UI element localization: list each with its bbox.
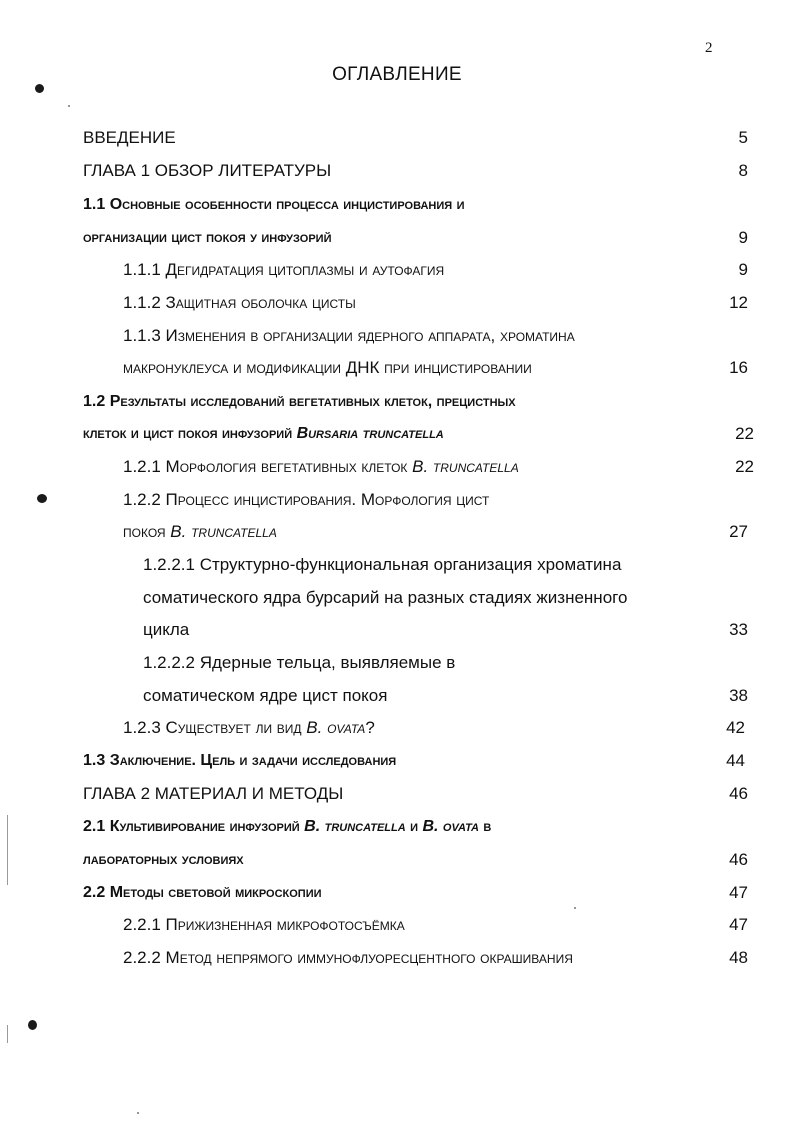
toc-entry-text: организации цист покоя у инфузорий [83, 229, 332, 246]
scan-edge-line [7, 1025, 8, 1043]
toc-entry-species: Bursaria truncatella [296, 425, 444, 442]
toc-entry-text-part: 1.2.1 Морфология вегетативных клеток [123, 457, 413, 476]
toc-entry-text-part: клеток и цист покоя инфузорий [83, 425, 297, 442]
toc-entry-text: ГЛАВА 1 ОБЗОР ЛИТЕРАТУРЫ [83, 161, 332, 180]
toc-entry-page: 47 [729, 883, 748, 902]
toc-entry-text: 1.2 Результаты исследований вегетативных клеток, прецистных [83, 393, 516, 410]
toc-entry-species: B. ovata [422, 818, 479, 835]
toc-entry-text: 2.2 Методы световой микроскопии [83, 884, 322, 901]
toc-entry-species: B. truncatella [412, 457, 519, 476]
toc-entry-page: 12 [729, 293, 748, 312]
toc-entry-page: 47 [729, 915, 748, 934]
toc-entry-text-part: ? [365, 718, 375, 737]
toc-entry-text: 1.1.2 Защитная оболочка цисты [123, 293, 356, 312]
toc-entry-page: 38 [729, 686, 748, 705]
toc-entry-page: 16 [729, 358, 748, 377]
toc-entry-species: B. truncatella [170, 522, 277, 541]
toc-entry-page: 44 [726, 751, 745, 770]
page-title: ОГЛАВЛЕНИЕ [332, 64, 462, 85]
toc-entry-page: 5 [738, 128, 748, 147]
scan-speck [574, 907, 576, 909]
toc-entry-text [123, 521, 277, 543]
toc-entry-text: соматического ядра бурсарий на разных стадиях жизненного [143, 588, 628, 607]
scan-hole-mark [35, 84, 44, 93]
page-number: 2 [705, 40, 713, 56]
toc-entry-text-part: 1.2.3 Существует ли вид [123, 718, 307, 737]
toc-entry-text: 1.1 Основные особенности процесса инцистирования и [83, 196, 465, 213]
toc-entry-text: 1.2.2 Процесс инцистирования. Морфология цист [123, 490, 490, 509]
scan-hole-mark [37, 494, 47, 503]
toc-entry-text: 1.2.2.2 Ядерные тельца, выявляемые в [143, 653, 456, 672]
toc-entry-text: лабораторных условиях [83, 851, 244, 868]
toc-entry-page: 42 [726, 718, 745, 737]
toc-entry-text [83, 423, 444, 445]
toc-entry-text-part: покоя [123, 522, 171, 541]
toc-entry-text: 2.2.2 Метод непрямого иммунофлуоресцентного окрашивания [123, 948, 573, 967]
toc-entry-text: 1.1.3 Изменения в организации ядерного аппарата, хроматина [123, 326, 575, 345]
toc-entry-page: 9 [738, 228, 748, 247]
toc-entry-page: 9 [738, 260, 748, 279]
toc-entry-species: B. truncatella [304, 818, 406, 835]
toc-entry-text: 1.3 Заключение. Цель и задачи исследования [83, 752, 397, 769]
toc-entry-text [83, 816, 491, 838]
toc-entry-text [123, 717, 375, 739]
toc-entry-text: макронуклеуса и модификации ДНК при инцистировании [123, 358, 532, 377]
toc-entry-page: 33 [729, 620, 748, 639]
toc-entry-text: 2.2.1 Прижизненная микрофотосъёмка [123, 915, 405, 934]
toc-entry-text: 1.1.1 Дегидратация цитоплазмы и аутофагия [123, 260, 445, 279]
toc-entry-text: цикла [143, 620, 190, 639]
scan-speck [68, 105, 70, 107]
scan-hole-mark [28, 1020, 37, 1030]
toc-entry-page: 46 [729, 850, 748, 869]
toc-entry-page: 8 [738, 161, 748, 180]
toc-entry-text: ГЛАВА 2 МАТЕРИАЛ И МЕТОДЫ [83, 784, 344, 803]
scan-edge-line [7, 815, 8, 885]
toc-entry-text: 1.2.2.1 Структурно-функциональная организация хроматина [143, 555, 622, 574]
toc-entry-page: 22 [735, 457, 754, 476]
scan-speck [137, 1112, 139, 1114]
toc-entry-page: 27 [729, 522, 748, 541]
toc-entry-text: ВВЕДЕНИЕ [83, 128, 176, 147]
toc-entry-text-part: 2.1 Культивирование инфузорий [83, 818, 305, 835]
toc-entry-text-part: и [405, 818, 423, 835]
toc-entry-text-part: в [478, 818, 492, 835]
toc-entry-species: B. ovata [306, 718, 366, 737]
toc-entry-page: 22 [735, 424, 754, 443]
toc-entry-text: соматическом ядре цист покоя [143, 686, 388, 705]
toc-entry-page: 48 [729, 948, 748, 967]
toc-entry-text [123, 456, 519, 478]
toc-entry-page: 46 [729, 784, 748, 803]
